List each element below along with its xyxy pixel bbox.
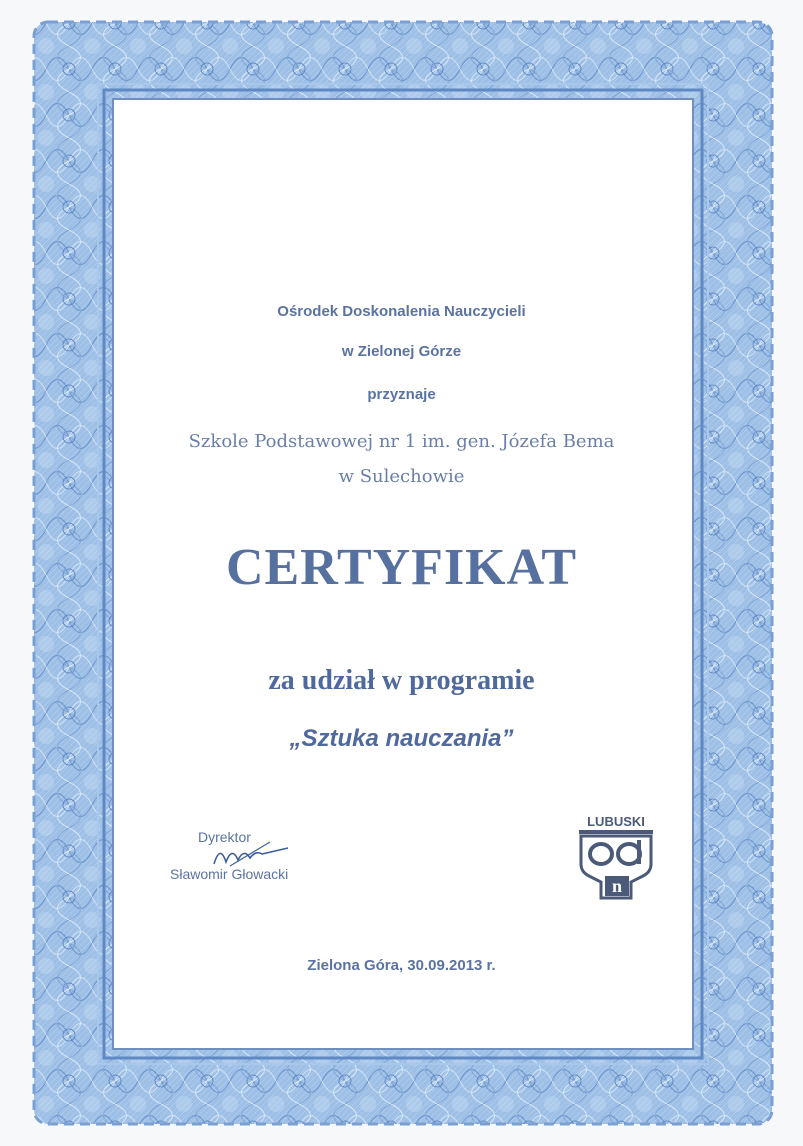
issuer-name: Ośrodek Doskonalenia Nauczycieli xyxy=(277,303,526,320)
program-name: „Sztuka nauczania” xyxy=(289,725,514,752)
lubuski-odn-logo-icon xyxy=(573,812,659,900)
issuer-city: w Zielonej Górze xyxy=(341,343,462,360)
awards-text: przyznaje xyxy=(367,386,436,403)
signature-name: Sławomir Głowacki xyxy=(170,866,289,882)
recipient-name: Szkole Podstawowej nr 1 im. gen. Józefa Bema xyxy=(188,431,615,452)
recipient-city: w Sulechowie xyxy=(338,466,465,487)
signature-block xyxy=(170,826,320,896)
program-intro: za udział w programie xyxy=(268,665,535,696)
svg-text:n: n xyxy=(611,876,623,896)
issue-date: Zielona Góra, 30.09.2013 r. xyxy=(307,957,496,974)
certificate-title: CERTYFIKAT xyxy=(225,539,578,596)
logo-text: LUBUSKI xyxy=(587,814,645,829)
signature-role: Dyrektor xyxy=(198,829,251,845)
